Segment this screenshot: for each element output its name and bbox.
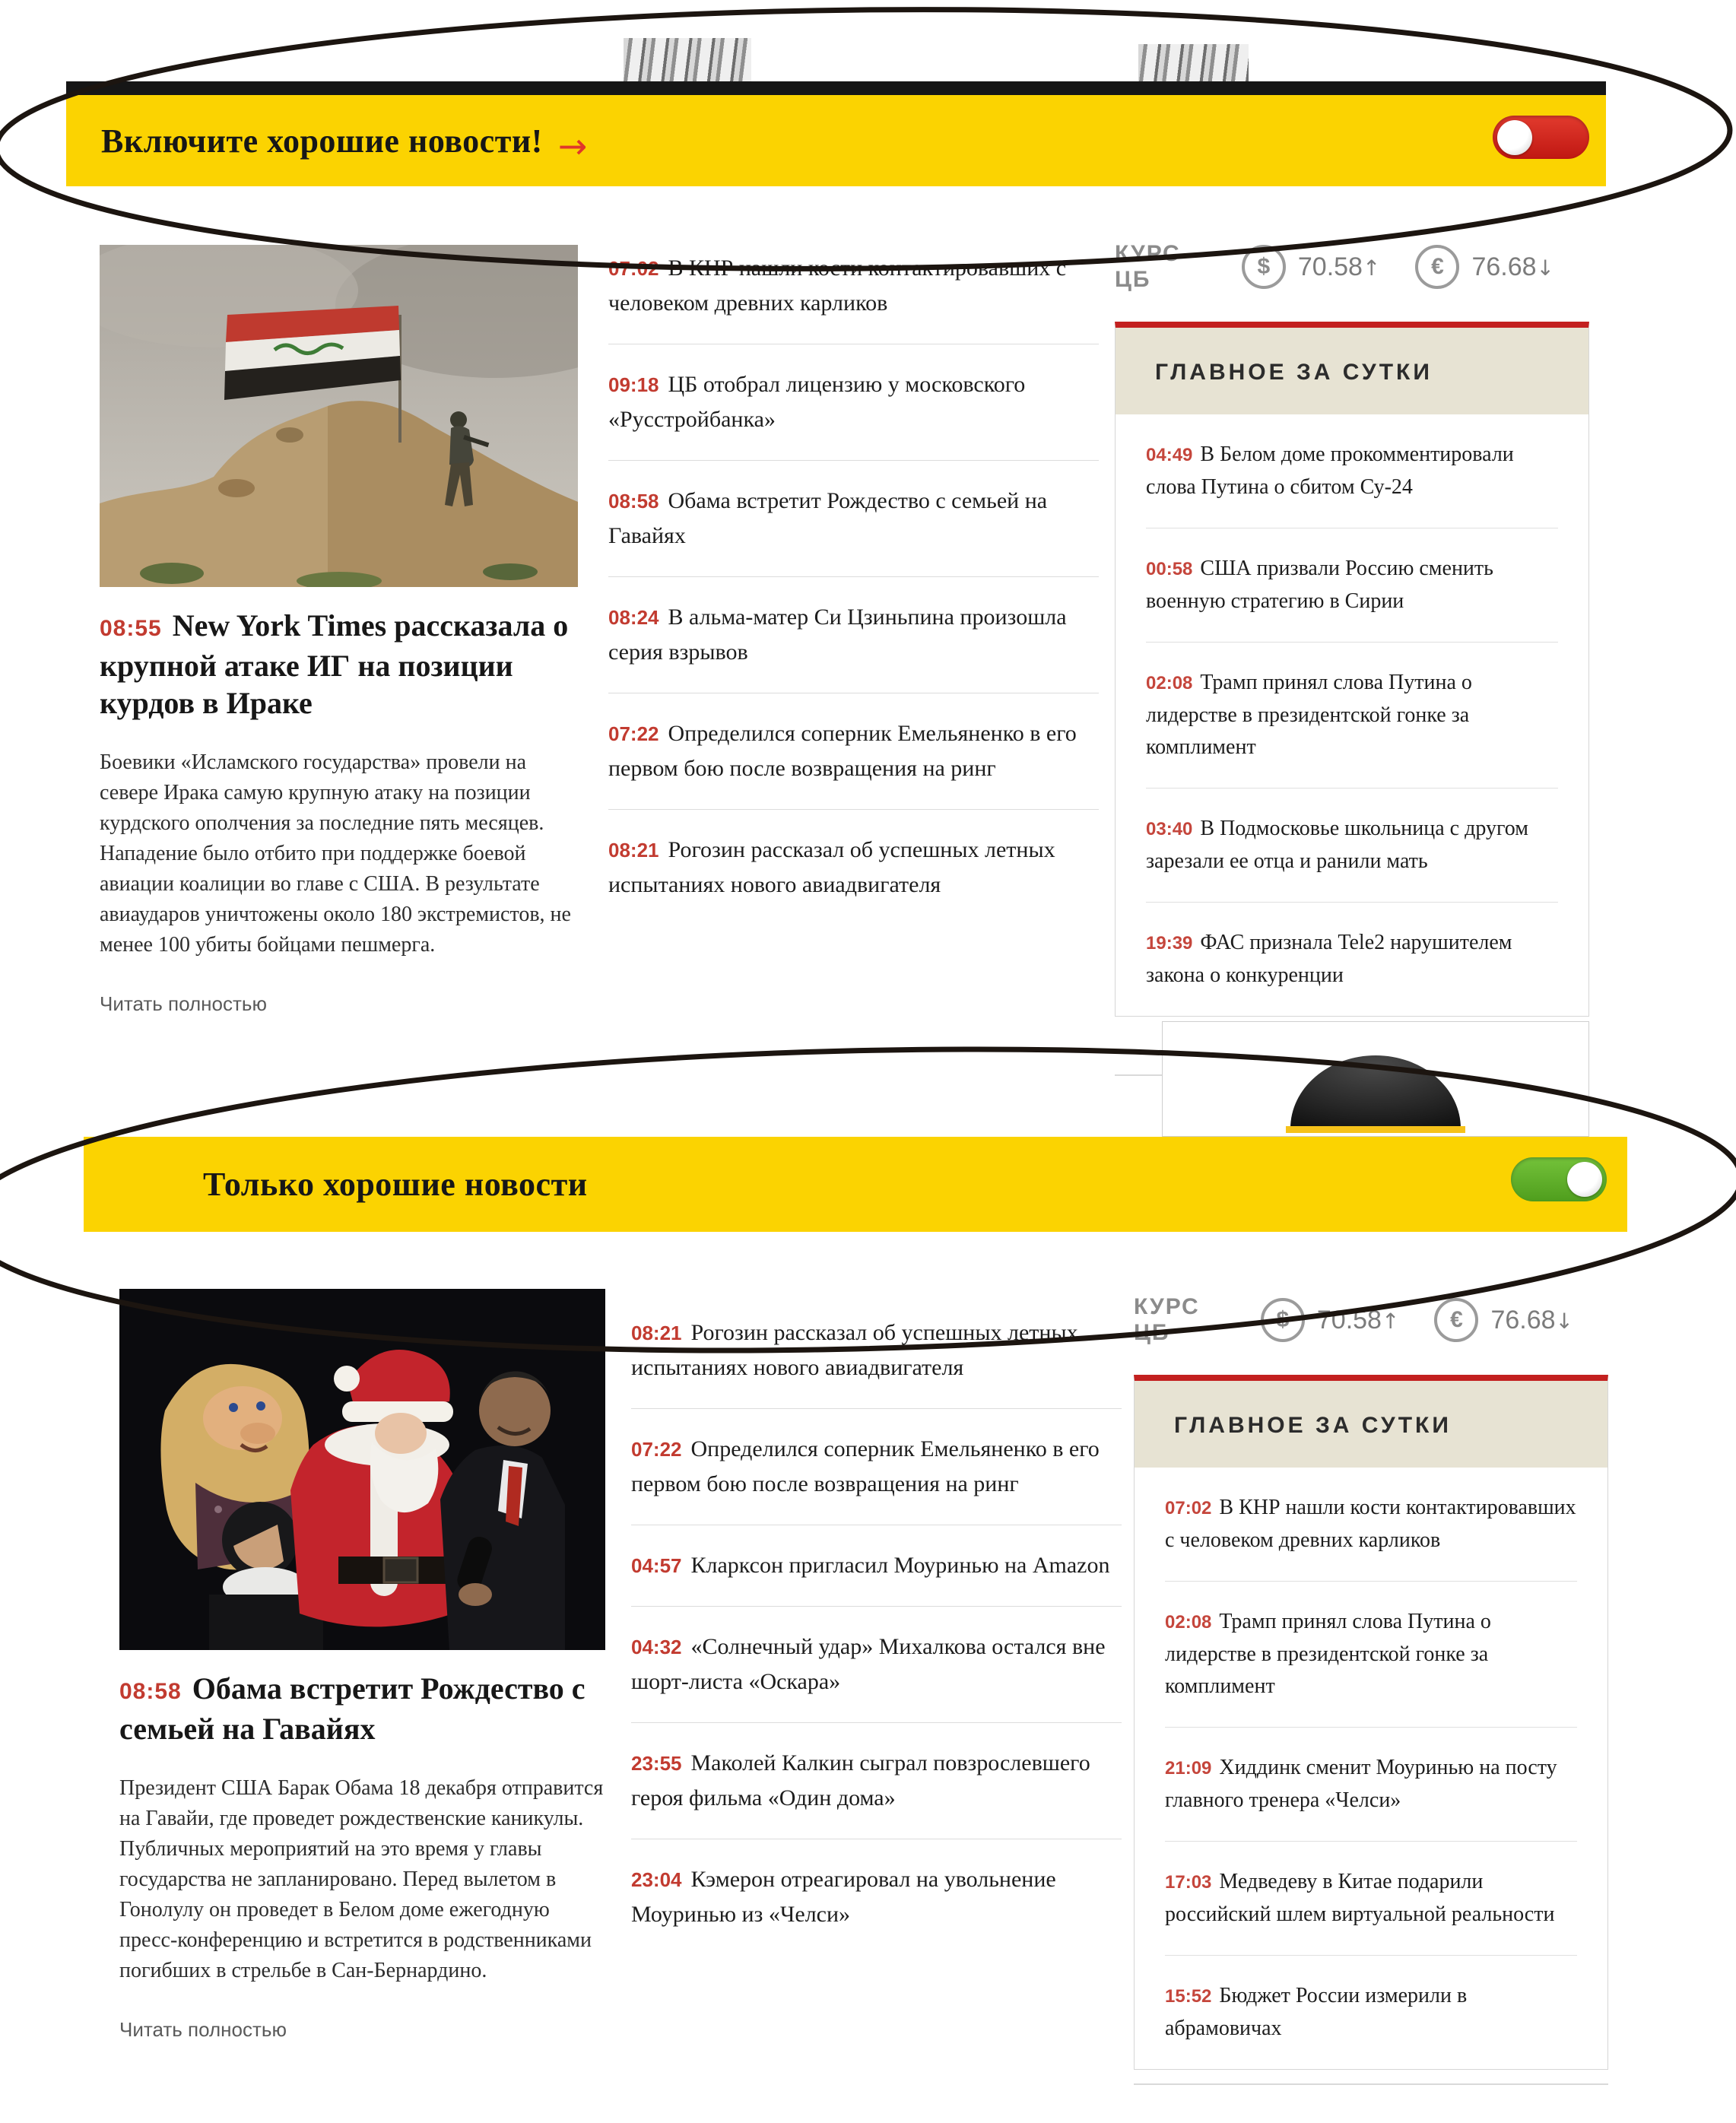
daily-highlights-header: ГЛАВНОЕ ЗА СУТКИ xyxy=(1116,328,1588,414)
item-time: 15:52 xyxy=(1165,1986,1212,2007)
eur-rate: 76.68↓ xyxy=(1490,1305,1573,1334)
eur-rate: 76.68↓ xyxy=(1471,252,1554,281)
item-time: 08:21 xyxy=(631,1322,682,1344)
article-body: Президент США Барак Обама 18 декабря отправится на Гавайи, где проведет рождественские каникулы. Публичных мероприятий на это время у главы государства не запланировано. Перед вылетом в Гонолулу он проведет в Белом доме ежегодную пресс-конференцию и встретится в родственниками погибших в стрельбе в Сан-Бернардино. xyxy=(119,1776,604,1982)
item-time: 04:32 xyxy=(631,1636,682,1658)
article-time: 08:58 xyxy=(119,1679,182,1704)
header-black-bar xyxy=(66,81,1606,95)
euro-icon: € xyxy=(1434,1298,1478,1342)
good-news-toggle-on[interactable] xyxy=(1511,1157,1607,1201)
sidebar-1 xyxy=(1115,240,1589,1017)
dollar-icon: $ xyxy=(1242,245,1286,289)
item-time: 07:02 xyxy=(608,257,659,280)
item-title: Медведеву в Китае подарили российский шлем виртуальной реальности xyxy=(1165,1870,1555,1926)
toggle-knob xyxy=(1497,120,1532,155)
item-time: 08:21 xyxy=(608,839,659,862)
item-time: 08:24 xyxy=(608,606,659,629)
item-time: 09:18 xyxy=(608,373,659,396)
daily-item[interactable] xyxy=(1165,1728,1577,1842)
item-time: 23:04 xyxy=(631,1868,682,1891)
item-time: 02:08 xyxy=(1165,1612,1212,1633)
item-time: 07:22 xyxy=(631,1438,682,1461)
item-title: Кэмерон отреагировал на увольнение Моуринью из «Челси» xyxy=(631,1867,1056,1927)
item-title: «Солнечный удар» Михалкова остался вне шорт-листа «Оскара» xyxy=(631,1634,1106,1694)
main-article-1 xyxy=(100,245,578,1016)
cropped-header-photo-fragment xyxy=(1138,44,1249,81)
item-title: ФАС признала Tele2 нарушителем закона о конкуренции xyxy=(1146,931,1512,987)
item-title: Трамп принял слова Путина о лидерстве в президентской гонке за комплимент xyxy=(1146,671,1472,759)
item-title: ЦБ отобрал лицензию у московского «Русстройбанка» xyxy=(608,372,1026,432)
daily-highlights-box xyxy=(1134,1375,1608,2070)
news-feed-1 xyxy=(608,228,1099,925)
read-more-link[interactable]: Читать полностью xyxy=(100,992,267,1015)
news-list-item[interactable] xyxy=(608,810,1099,925)
toggle-knob xyxy=(1567,1162,1602,1197)
news-list-item[interactable] xyxy=(631,1607,1122,1723)
euro-icon: € xyxy=(1415,245,1459,289)
item-title: Рогозин рассказал об успешных летных испытаниях нового авиадвигателя xyxy=(608,837,1055,897)
item-time: 17:03 xyxy=(1165,1872,1212,1893)
cropped-header-photo-fragment xyxy=(624,38,751,81)
dome-logo-icon xyxy=(1163,1022,1587,1134)
article-photo-obama-santa xyxy=(119,1289,605,1650)
down-arrow-icon: ↓ xyxy=(1555,1308,1573,1334)
banner-label: Только хорошие новости xyxy=(203,1166,588,1203)
article-headline[interactable] xyxy=(119,1670,605,1747)
item-title: В КНР нашли кости контактировавших с человеком древних карликов xyxy=(1165,1496,1576,1552)
item-title: Хиддинк сменит Моуринью на посту главного тренера «Челси» xyxy=(1165,1756,1557,1812)
news-list-item[interactable] xyxy=(631,1293,1122,1409)
article-time: 08:55 xyxy=(100,616,162,641)
daily-item[interactable] xyxy=(1146,528,1558,643)
item-time: 07:22 xyxy=(608,722,659,745)
daily-item[interactable] xyxy=(1146,643,1558,789)
news-list-item[interactable] xyxy=(608,577,1099,693)
banner-label: Включите хорошие новости! xyxy=(101,122,543,160)
arrow-right-icon: → xyxy=(557,125,588,167)
article-headline[interactable] xyxy=(100,607,578,722)
news-list-item[interactable] xyxy=(631,1839,1122,1955)
daily-item[interactable] xyxy=(1146,414,1558,528)
daily-item[interactable] xyxy=(1146,903,1558,1016)
item-title: Определился соперник Емельяненко в его первом бою после возвращения на ринг xyxy=(608,721,1077,781)
daily-item[interactable] xyxy=(1146,789,1558,903)
item-time: 04:49 xyxy=(1146,445,1193,465)
article-photo-iraq-flag xyxy=(100,245,578,587)
up-arrow-icon: ↑ xyxy=(1362,255,1381,281)
usd-rate: 70.58↑ xyxy=(1297,252,1381,281)
news-list-item[interactable] xyxy=(608,344,1099,461)
daily-item[interactable] xyxy=(1165,1842,1577,1956)
down-arrow-icon: ↓ xyxy=(1536,255,1554,281)
item-time: 08:58 xyxy=(608,490,659,513)
item-title: В Подмосковье школьница с другом зарезали ее отца и ранили мать xyxy=(1146,817,1528,873)
article-title: New York Times рассказала о крупной атаке ИГ на позиции курдов в Ираке xyxy=(100,608,569,720)
article-body: Боевики «Исламского государства» провели на севере Ирака самую крупную атаку на позиции курдского ополчения за последние пять месяцев. Нападение было отбито при поддержке боевой авиации коалиции во главе с США. В результате авиаударов уничтожены около 180 экстремистов, не менее 100 убиты бойцами пешмерга. xyxy=(100,751,571,957)
item-title: Кларксон пригласил Моуринью на Amazon xyxy=(690,1553,1110,1578)
item-title: В КНР нашли кости контактировавших с человеком древних карликов xyxy=(608,255,1067,316)
partial-widget-box xyxy=(1162,1021,1589,1137)
news-list-item[interactable] xyxy=(631,1525,1122,1607)
item-title: США призвали Россию сменить военную стратегию в Сирии xyxy=(1146,557,1493,613)
item-time: 03:40 xyxy=(1146,819,1193,839)
item-title: Маколей Калкин сыграл повзрослевшего героя фильма «Один дома» xyxy=(631,1750,1090,1810)
item-title: Рогозин рассказал об успешных летных испытаниях нового авиадвигателя xyxy=(631,1320,1078,1380)
news-list-item[interactable] xyxy=(608,228,1099,344)
currency-rates xyxy=(1134,1293,1608,1347)
item-title: В Белом доме прокомментировали слова Путина о сбитом Су-24 xyxy=(1146,443,1514,499)
up-arrow-icon: ↑ xyxy=(1381,1308,1400,1334)
good-news-banner-on[interactable] xyxy=(84,1137,1627,1232)
usd-rate: 70.58↑ xyxy=(1316,1305,1400,1334)
item-time: 21:09 xyxy=(1165,1758,1212,1779)
main-article-2 xyxy=(119,1289,605,2042)
item-title: В альма-матер Си Цзиньпина произошла серия взрывов xyxy=(608,605,1067,665)
news-list-item[interactable] xyxy=(631,1409,1122,1525)
good-news-toggle-off[interactable] xyxy=(1493,116,1589,159)
daily-item[interactable] xyxy=(1165,1468,1577,1582)
daily-item[interactable] xyxy=(1165,1582,1577,1728)
item-time: 19:39 xyxy=(1146,933,1193,954)
dollar-icon: $ xyxy=(1261,1298,1305,1342)
item-title: Трамп принял слова Путина о лидерстве в президентской гонке за комплимент xyxy=(1165,1610,1491,1698)
currency-label: КУРС ЦБ xyxy=(1134,1294,1200,1345)
item-title: Бюджет России измерили в абрамовичах xyxy=(1165,1984,1468,2040)
news-list-item[interactable] xyxy=(608,461,1099,577)
read-more-link[interactable]: Читать полностью xyxy=(119,2018,287,2041)
item-time: 23:55 xyxy=(631,1752,682,1775)
good-news-banner-off[interactable] xyxy=(66,95,1606,186)
item-time: 00:58 xyxy=(1146,559,1193,579)
item-time: 07:02 xyxy=(1165,1498,1212,1518)
currency-rates xyxy=(1115,240,1589,294)
daily-highlights-header: ГЛАВНОЕ ЗА СУТКИ xyxy=(1135,1381,1607,1468)
section-divider xyxy=(1134,2083,1608,2085)
news-feed-2 xyxy=(631,1293,1122,1955)
currency-label: КУРС ЦБ xyxy=(1115,241,1181,292)
sidebar-2 xyxy=(1134,1293,1608,2070)
item-time: 02:08 xyxy=(1146,673,1193,693)
item-title: Обама встретит Рождество с семьей на Гавайях xyxy=(608,488,1048,548)
daily-highlights-box xyxy=(1115,322,1589,1017)
daily-item[interactable] xyxy=(1165,1956,1577,2069)
news-list-item[interactable] xyxy=(608,693,1099,810)
article-title: Обама встретит Рождество с семьей на Гавайях xyxy=(119,1671,586,1746)
item-time: 04:57 xyxy=(631,1554,682,1577)
news-list-item[interactable] xyxy=(631,1723,1122,1839)
item-title: Определился соперник Емельяненко в его первом бою после возвращения на ринг xyxy=(631,1436,1100,1496)
